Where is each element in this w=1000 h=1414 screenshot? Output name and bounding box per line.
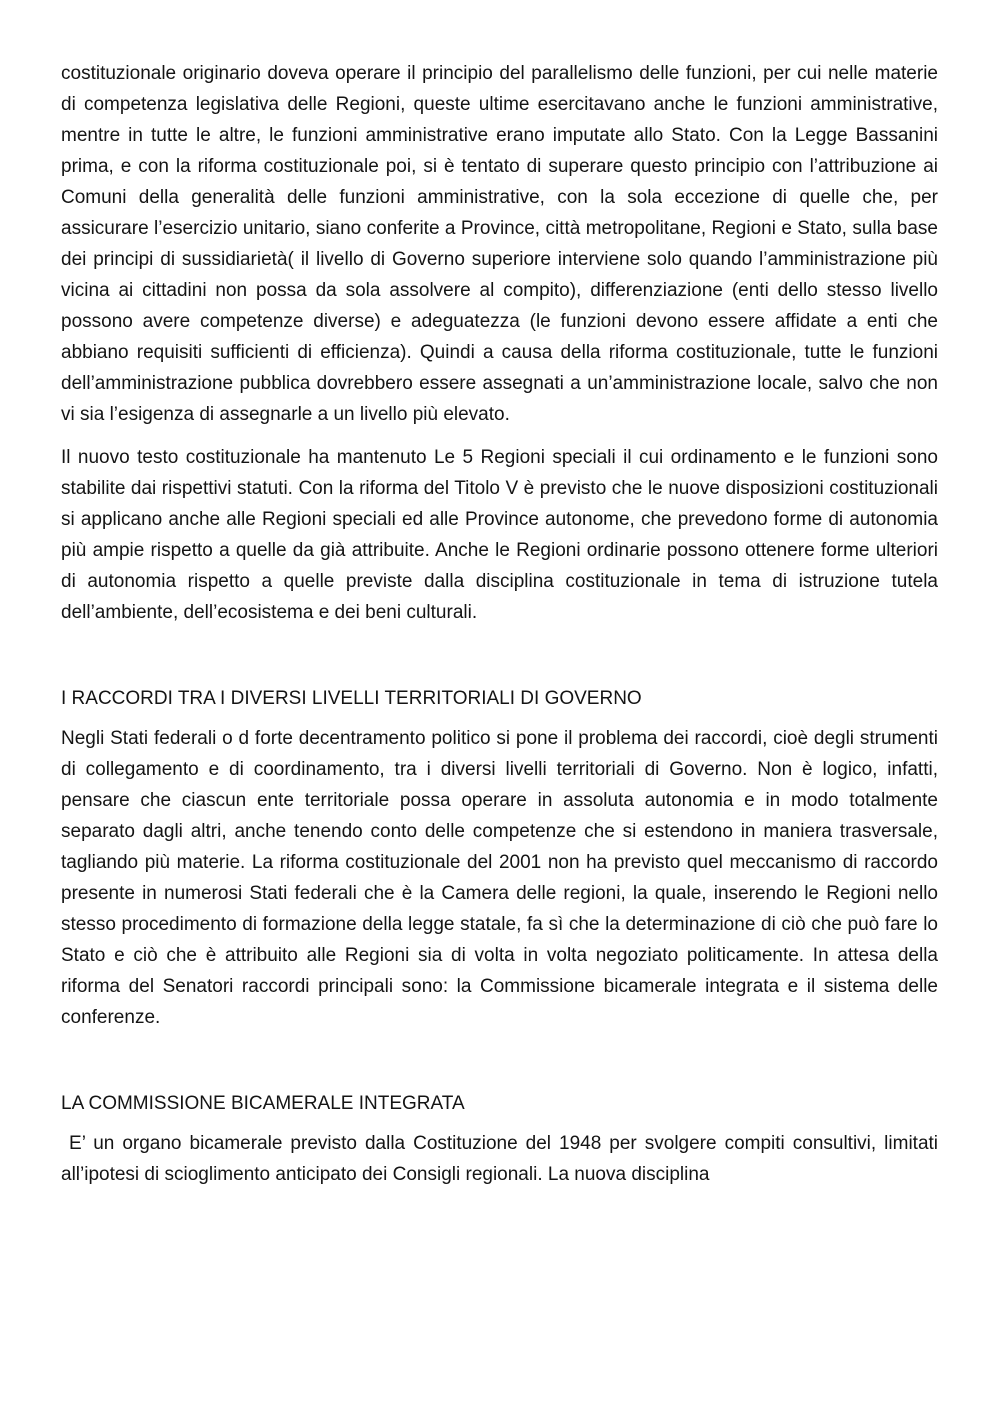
paragraph-regioni-speciali: Il nuovo testo costituzionale ha mantenuto Le 5 Regioni speciali il cui ordinamento e le funzioni sono stabilite dai rispettivi statuti. Con la riforma del Titolo V è previsto che le nuove disposizioni costituzionali si applicano anche alle Regioni speciali ed alle Province autonome, che prevedono forme di autonomia più ampie rispetto a quelle da già attribuite. Anche le Regioni ordinarie possono ottenere forme ulteriori di autonomia rispetto a quelle previste dalla disciplina costituzionale in tema di istruzione tutela dell’ambiente, dell’ecosistema e dei beni culturali. <box>61 447 938 623</box>
spacer <box>61 430 938 442</box>
spacer <box>61 714 938 723</box>
section-heading-commissione: LA COMMISSIONE BICAMERALE INTEGRATA <box>61 1093 465 1114</box>
spacer <box>61 628 938 683</box>
document-page <box>61 58 944 1190</box>
spacer <box>61 1033 938 1088</box>
section-heading-raccordi: I RACCORDI TRA I DIVERSI LIVELLI TERRITORIALI DI GOVERNO <box>61 688 642 709</box>
paragraph-raccordi: Negli Stati federali o d forte decentramento politico si pone il problema dei raccordi, cioè degli strumenti di collegamento e di coordinamento, tra i diversi livelli territoriali di Governo. Non è logico, infatti, pensare che ciascun ente territoriale possa operare in assoluta autonomia e in modo totalmente separato dagli altri, anche tenendo conto delle competenze che si estendono in maniera trasversale, tagliando più materie. La riforma costituzionale del 2001 non ha previsto quel meccanismo di raccordo presente in numerosi Stati federali che è la Camera delle regioni, la quale, inserendo le Regioni nello stesso procedimento di formazione della legge statale, fa sì che la determinazione di ciò che può fare lo Stato e ciò che è attribuito alle Regioni sia di volta in volta negoziato politicamente. In attesa della riforma del Senatori raccordi principali sono: la Commissione bicamerale integrata e il sistema delle conferenze. <box>61 728 938 1028</box>
paragraph-commissione: E’ un organo bicamerale previsto dalla Costituzione del 1948 per svolgere compiti consultivi, limitati all’ipotesi di scioglimento anticipato dei Consigli regionali. La nuova disciplina <box>61 1133 944 1185</box>
spacer <box>61 1119 938 1128</box>
paragraph-parallelismo: costituzionale originario doveva operare il principio del parallelismo delle funzioni, per cui nelle materie di competenza legislativa delle Regioni, queste ultime esercitavano anche le funzioni amministrative, mentre in tutte le altre, le funzioni amministrative erano imputate allo Stato. Con la Legge Bassanini prima, e con la riforma costituzionale poi, si è tentato di superare questo principio con l’attribuzione ai Comuni della generalità delle funzioni amministrative, con la sola eccezione di quelle che, per assicurare l’esercizio unitario, siano conferite a Province, città metropolitane, Regioni e Stato, sulla base dei principi di sussidiarietà( il livello di Governo superiore interviene solo quando l’amministrazione più vicina ai cittadini non possa da sola assolvere al compito), differenziazione (enti dello stesso livello possono avere competenze diverse) e adeguatezza (le funzioni devono essere affidate a enti che abbiano requisiti sufficienti di efficienza). Quindi a causa della riforma costituzionale, tutte le funzioni dell’amministrazione pubblica dovrebbero essere assegnati a un’amministrazione locale, salvo che non vi sia l’esigenza di assegnarle a un livello più elevato. <box>61 63 938 425</box>
